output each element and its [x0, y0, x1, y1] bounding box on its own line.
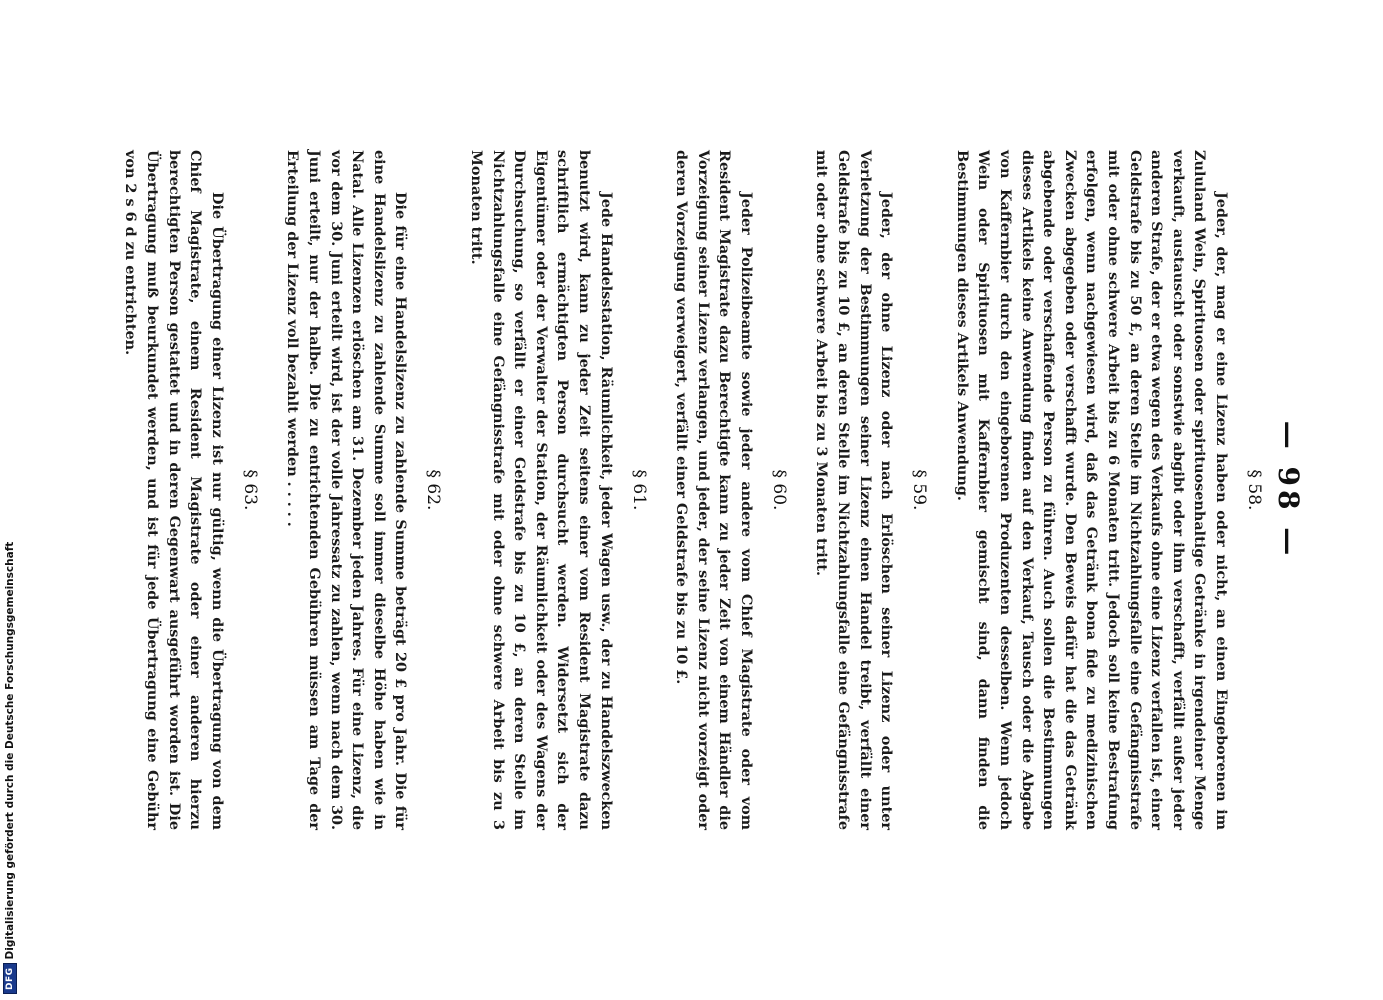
section-59 [811, 150, 929, 830]
section-58 [951, 150, 1264, 830]
section-text: Die Übertragung einer Lizenz ist nur gültig, wenn die Übertragung von dem Chief Magistrate, einem Resident Magistrate oder einer anderen hierzu berechtigten Person gestattet und in deren Gegenwart ausgeführt worden ist. Die Übertragung muß beurkundet werden, und ist für jede Übertragung eine Gebühr von 2 s 6 d zu entrichten. [122, 150, 226, 830]
credit-text: Digitalisierung gefördert durch die Deutsche Forschungsgemeinschaft [4, 541, 16, 960]
section-heading: § 59. [909, 469, 930, 511]
section-heading: § 62. [423, 469, 444, 511]
section-60 [671, 150, 789, 830]
section-text: Jede Handelsstation, Räumlichkeit, jeder Wagen usw., der zu Handelszwecken benutzt wird, kann zu jeder Zeit seitens einer vom Resident Magistrate dazu schriftlich ermächtigten Person durchsucht werden. Widersetzt sich der Eigentümer oder der Verwalter der Station, der Räumlichkeit oder des Wagens der Durchsuchung, so verfällt er einer Geldstrafe bis zu 10 £, an deren Stelle im Nichtzahlungsfalle eine Gefängnisstrafe mit oder ohne schwere Arbeit bis zu 3 Monaten tritt. [467, 150, 615, 830]
digitization-credit [0, 0, 20, 1000]
section-63 [120, 150, 260, 830]
section-heading: § 60. [768, 469, 789, 511]
dfg-logo-icon: DFG [3, 963, 17, 994]
section-62 [282, 150, 444, 830]
section-text: Jeder Polizeibeamte sowie jeder andere vom Chief Magistrate oder vom Resident Magistrate dazu Berechtigte kann zu jeder Zeit von einem Händler die Vorzeigung seiner Lizenz verlangen, und jeder, der seine Lizenz nicht vorzeigt oder deren Vorzeigung verweigert, verfällt einer Geldstrafe bis zu 10 £. [673, 150, 755, 830]
section-heading: § 58. [1244, 469, 1264, 511]
section-heading: § 63. [239, 469, 260, 511]
section-61 [465, 150, 648, 830]
section-heading: § 61. [628, 469, 649, 511]
section-text: Jeder, der ohne Lizenz oder nach Erlöschen seiner Lizenz oder unter Verletzung der Bestimmungen seiner Lizenz einen Handel treibt, verfällt einer Geldstrafe bis zu 10 £, an deren Stelle im Nichtzahlungsfalle eine Gefängnisstrafe mit oder ohne schwere Arbeit bis zu 3 Monaten tritt. [813, 150, 896, 830]
section-text: Jeder, der, mag er eine Lizenz haben oder nicht, an einen Eingeborenen im Zululand Wein, Spirituosen oder spirituosenhaltige Getränke in irgendeiner Menge verkauft, austauscht oder sonstwie abgibt oder ihm verschafft, verfällt außer jeder anderen Strafe, der er etwa wegen des Verkaufs ohne eine Lizenz verfallen ist, einer Geldstrafe bis zu 50 £, an deren Stelle im Nichtzahlungsfalle eine Gefängnisstrafe mit oder ohne schwere Arbeit bis zu 6 Monaten tritt. Jedoch soll keine Bestrafung erfolgen, wenn nachgewiesen wird, daß das Getränk bona fide zu medizinischen Zwecken abgegeben oder verschafft wurde. Den Beweis dafür hat die das Getränk abgebende oder verschaffende Person zu führen. Auch sollen die Bestimmungen dieses Artikels keine Anwendung finden auf den Verkauf, Tausch oder die Abgabe von Kaffernbier durch den eingeborenen Produzenten desselben. Wenn jedoch Wein oder Spirituosen mit Kaffernbier gemischt sind, dann finden die Bestimmungen dieses Artikels Anwendung. [953, 150, 1230, 830]
page-number: — 98 — [1272, 420, 1305, 560]
section-text: Die für eine Handelslizenz zu zahlende Summe beträgt 20 £ pro Jahr. Die für eine Handelslizenz zu zahlende Summe soll immer dieselbe Höhe haben wie in Natal. Alle Lizenzen erlöschen am 31. Dezember jeden Jahres. Für eine Lizenz, die vor dem 30. Juni erteilt wird, ist der volle Jahressatz zu zahlen, wenn nach dem 30. Juni erteilt, nur der halbe. Die zu entrichtenden Gebühren müssen am Tage der Erteilung der Lizenz voll bezahlt werden . . . . . [284, 150, 410, 830]
